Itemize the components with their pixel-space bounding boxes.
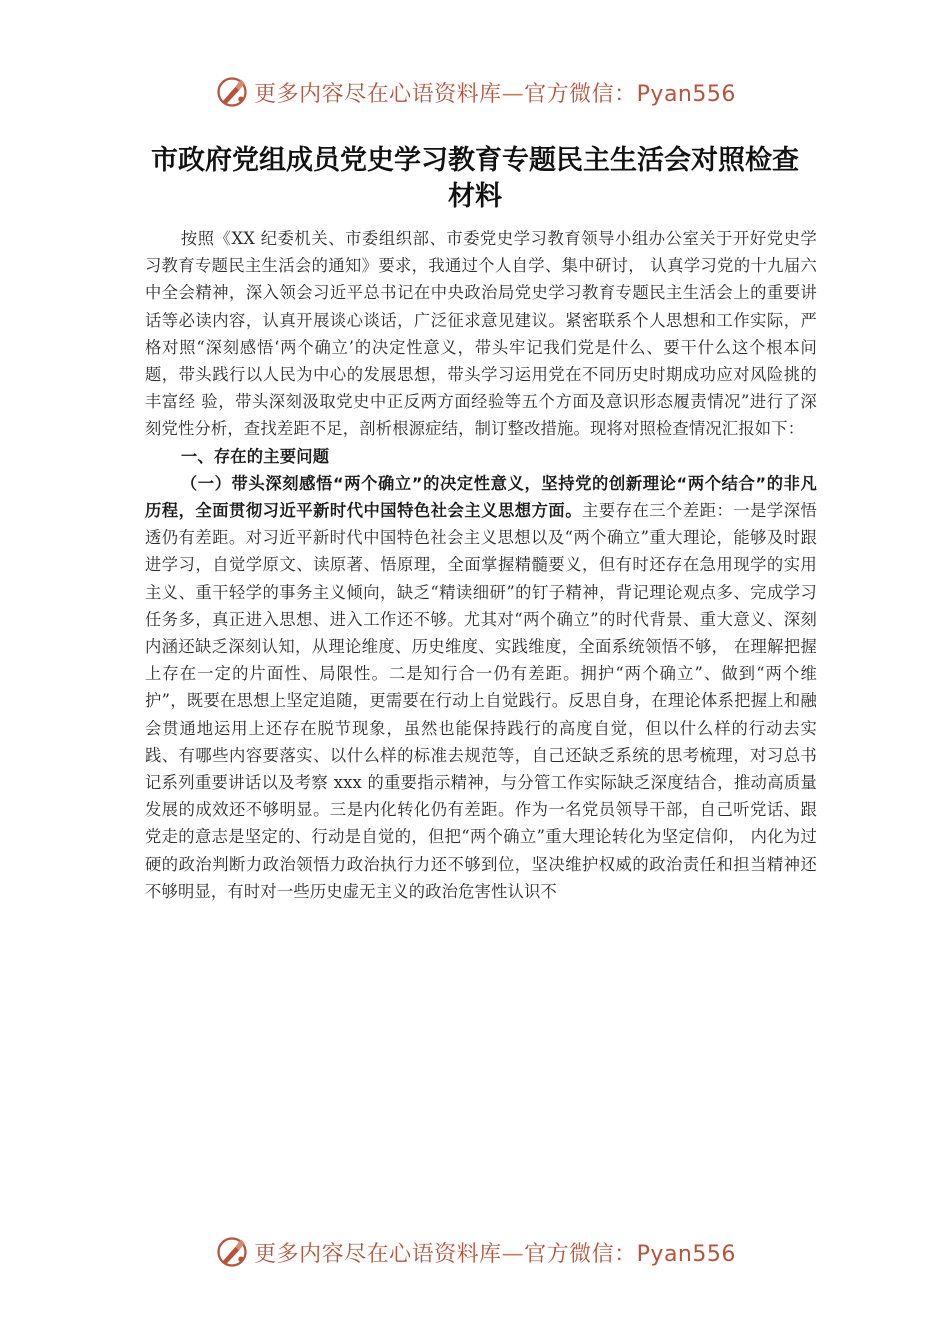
section-heading: 一、存在的主要问题 xyxy=(180,446,330,466)
watermark-banner-bottom xyxy=(0,1230,950,1274)
logo-icon xyxy=(214,1234,250,1270)
subsection-paragraph xyxy=(145,470,817,905)
document-title: 市政府党组成员党史学习教育专题民主生活会对照检查材料 xyxy=(151,145,799,212)
watermark-banner-top xyxy=(0,70,950,114)
subsection-text: 主要存在三个差距：一是学深悟透仍有差距。对习近平新时代中国特色社会主义思想以及“两个确立”重大理论，能够及时跟进学习，自觉学原文、读原著、悟原理，全面掌握精髓要义，但有时还存在急用现学的实用主义、重干轻学的事务主义倾向，缺乏“精读细研”的钉子精神，背记理论观点多、完成学习任务多，真正进入思想、进入工作还不够。尤其对“两个确立”的时代背景、重大意义、深刻内涵还缺乏深刻认知，从理论维度、历史维度、实践维度，全面系统领悟不够， 在理解把握上存在一定的片面性、局限性。二是知行合一仍有差距。拥护“两个确立”、做到“两个维护”，既要在思想上坚定追随，更需要在行动上自觉践行。反思自身，在理论体系把握上和融会贯通地运用上还存在脱节现象，虽然也能保持践行的高度自觉，但以什么样的行动去实践、有哪些内容要落实、以什么样的标准去规范等，自己还缺乏系统的思考梳理，对习总书记系列重要讲话以及考察 xxx 的重要指示精神，与分管工作实际缺乏深度结合，推动高质量发展的成效还不够明显。三是内化转化仍有差距。作为一名党员领导干部，自己听党话、跟党走的意志是坚定的、行动是自觉的，但把“两个确立”重大理论转化为坚定信仰， 内化为过硬的政治判断力政治领悟力政治执行力还不够到位，坚决维护权威的政治责任和担当精神还不够明显，有时对一些历史虚无主义的政治危害性认识不 xyxy=(145,501,817,901)
intro-paragraph: 按照《XX 纪委机关、市委组织部、市委党史学习教育领导小组办公室关于开好党史学习教育专题民主生活会的通知》要求，我通过个人自学、集中研讨， 认真学习党的十九届六中全会精神，深入领会习近平总书记在中央政治局党史学习教育专题民主生活会上的重要讲话等必读内容，认真开展谈心谈话，广泛征求意见建议。紧密联系个人思想和工作实际，严格对照“深刻感悟‘两个确立’的决定性意义，带头牢记我们党是什么、要干什么这个根本问题，带头践行以人民为中心的发展思想，带头学习运用党在不同历史时期成功应对风险挑的丰富经 验，带头深刻汲取党史中正反两方面经验等五个方面及意识形态履责情况”进行了深刻党性分析，查找差距不足，剖析根源症结，制订整改措施。现将对照检查情况汇报如下： xyxy=(145,229,817,439)
subsection-heading: （一）带头深刻感悟“两个确立”的决定性意义，坚持党的创新理论“两个结合”的非凡历程，全面贯彻习近平新时代中国特色社会主义思想方面。 xyxy=(145,473,817,521)
watermark-text: 更多内容尽在心语资料库—官方微信：Pyan556 xyxy=(254,1241,736,1267)
document-body xyxy=(145,225,817,905)
watermark-text: 更多内容尽在心语资料库—官方微信：Pyan556 xyxy=(254,81,736,107)
logo-icon xyxy=(214,74,250,110)
